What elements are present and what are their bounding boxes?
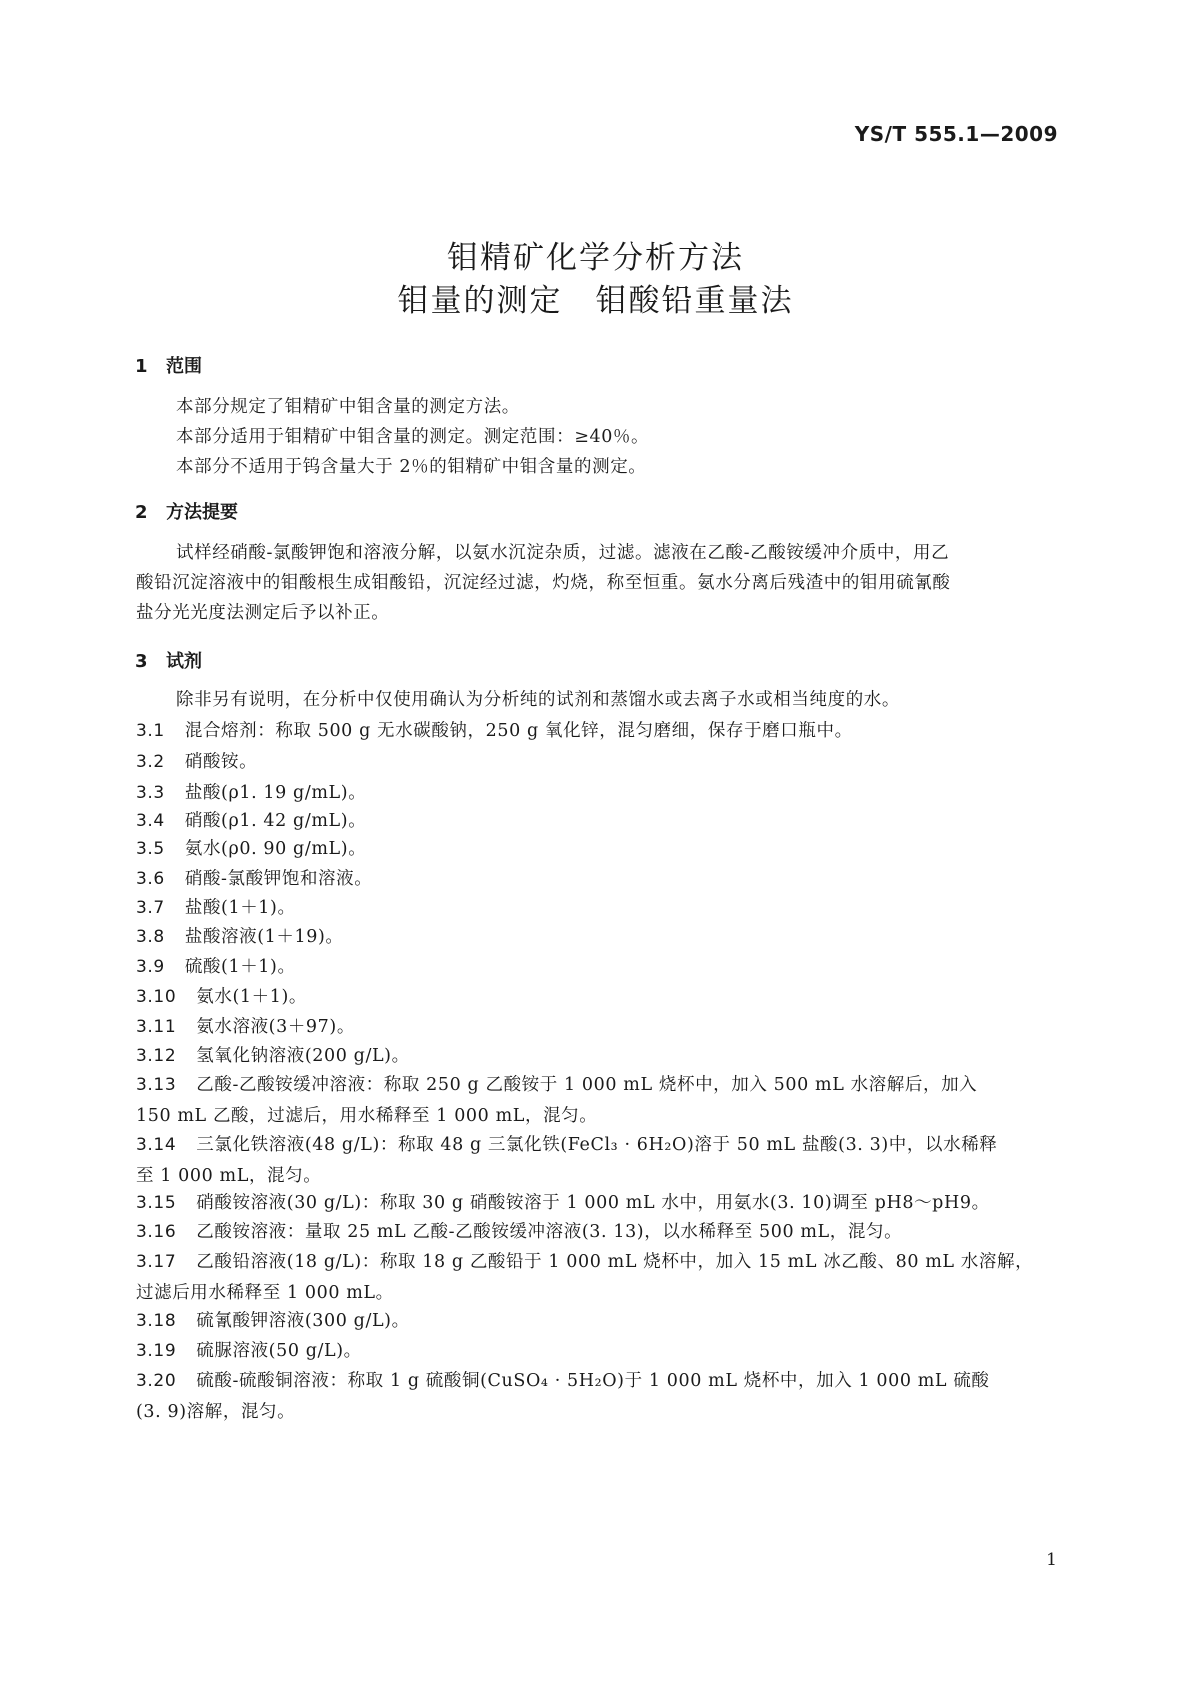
item-text: 硝酸铵。 xyxy=(184,752,258,772)
item-text: 硫酸(1＋1)。 xyxy=(184,957,296,977)
item-number: 3.18 xyxy=(136,1311,177,1331)
section-title: 范围 xyxy=(166,356,202,377)
reagent-item xyxy=(136,1306,1056,1337)
page-number: 1 xyxy=(1046,1550,1057,1570)
item-text: 硝酸铵溶液(30 g/L)：称取 30 g 硝酸铵溶于 1 000 mL 水中，用氨水(3. 10)调至 pH8～pH9。 xyxy=(196,1193,990,1213)
section-number: 1 xyxy=(135,356,148,377)
item-text-continued: 过滤后用水稀释至 1 000 mL。 xyxy=(136,1283,394,1303)
item-text: 氢氧化钠溶液(200 g/L)。 xyxy=(196,1046,410,1066)
item-number: 3.6 xyxy=(136,869,165,889)
item-number: 3.1 xyxy=(136,721,165,741)
reagent-item xyxy=(136,864,1056,895)
item-number: 3.10 xyxy=(136,987,177,1007)
item-text: 盐酸溶液(1＋19)。 xyxy=(184,927,344,947)
item-number: 3.20 xyxy=(136,1371,177,1391)
item-text: 氨水溶液(3＋97)。 xyxy=(196,1017,355,1037)
section-title: 试剂 xyxy=(166,651,202,672)
item-number: 3.12 xyxy=(136,1046,177,1066)
scope-paragraph-1: 本部分规定了钼精矿中钼含量的测定方法。 xyxy=(176,397,520,417)
item-number: 3.16 xyxy=(136,1222,177,1242)
item-number: 3.13 xyxy=(136,1075,177,1095)
text-line: 酸铅沉淀溶液中的钼酸根生成钼酸铅，沉淀经过滤，灼烧，称至恒重。氨水分离后残渣中的钼用硫氰酸 xyxy=(136,573,951,593)
reagent-item xyxy=(136,1041,1056,1072)
item-number: 3.5 xyxy=(136,839,165,859)
document-title-line-1: 钼精矿化学分析方法 xyxy=(447,240,744,276)
item-number: 3.17 xyxy=(136,1252,177,1272)
method-summary-paragraph xyxy=(136,538,1056,628)
reagent-item xyxy=(136,982,1056,1013)
item-text: 乙酸铅溶液(18 g/L)：称取 18 g 乙酸铅于 1 000 mL 烧杯中，加入 15 mL 冰乙酸、80 mL 水溶解， xyxy=(196,1252,1034,1272)
reagent-item xyxy=(136,1188,1056,1219)
item-text-continued: (3. 9)溶解，混匀。 xyxy=(136,1402,296,1422)
text-line: 盐分光光度法测定后予以补正。 xyxy=(136,603,390,623)
document-title-line-2: 钼量的测定 钼酸铅重量法 xyxy=(397,283,794,319)
item-text: 硝酸-氯酸钾饱和溶液。 xyxy=(184,869,373,889)
item-text: 硫氰酸钾溶液(300 g/L)。 xyxy=(196,1311,410,1331)
item-text: 盐酸(1＋1)。 xyxy=(184,898,296,918)
reagent-item xyxy=(136,747,1056,778)
item-text: 硫脲溶液(50 g/L)。 xyxy=(196,1341,362,1361)
section-title: 方法提要 xyxy=(166,502,238,523)
item-number: 3.7 xyxy=(136,898,165,918)
reagent-item xyxy=(136,1247,1056,1309)
reagent-item xyxy=(136,778,1056,809)
reagent-item xyxy=(136,922,1056,953)
item-number: 3.9 xyxy=(136,957,165,977)
scope-paragraph-3: 本部分不适用于钨含量大于 2％的钼精矿中钼含量的测定。 xyxy=(176,457,647,477)
reagent-item xyxy=(136,716,1056,747)
item-text: 盐酸(ρ1. 19 g/mL)。 xyxy=(184,783,367,803)
reagents-intro: 除非另有说明，在分析中仅使用确认为分析纯的试剂和蒸馏水或去离子水或相当纯度的水。 xyxy=(176,690,900,710)
reagent-item xyxy=(136,1366,1056,1428)
item-text-continued: 至 1 000 mL，混匀。 xyxy=(136,1166,322,1186)
section-heading-method-summary xyxy=(135,498,238,524)
item-number: 3.15 xyxy=(136,1193,177,1213)
reagent-item xyxy=(136,1070,1056,1132)
item-text: 氨水(1＋1)。 xyxy=(196,987,307,1007)
reagent-item xyxy=(136,806,1056,837)
item-number: 3.3 xyxy=(136,783,165,803)
item-number: 3.19 xyxy=(136,1341,177,1361)
item-number: 3.8 xyxy=(136,927,165,947)
reagent-item xyxy=(136,1012,1056,1043)
item-text: 乙酸-乙酸铵缓冲溶液：称取 250 g 乙酸铵于 1 000 mL 烧杯中，加入 500 mL 水溶解后，加入 xyxy=(196,1075,978,1095)
reagent-item xyxy=(136,1217,1056,1248)
reagent-item xyxy=(136,1130,1056,1192)
standard-number: YS/T 555.1—2009 xyxy=(854,122,1058,146)
item-number: 3.14 xyxy=(136,1135,177,1155)
section-number: 3 xyxy=(135,651,148,672)
reagent-item xyxy=(136,893,1056,924)
reagent-item xyxy=(136,952,1056,983)
item-text-continued: 150 mL 乙酸，过滤后，用水稀释至 1 000 mL，混匀。 xyxy=(136,1106,598,1126)
item-text: 乙酸铵溶液：量取 25 mL 乙酸-乙酸铵缓冲溶液(3. 13)，以水稀释至 500 mL，混匀。 xyxy=(196,1222,903,1242)
item-text: 硫酸-硫酸铜溶液：称取 1 g 硫酸铜(CuSO₄ · 5H₂O)于 1 000 mL 烧杯中，加入 1 000 mL 硫酸 xyxy=(196,1371,990,1391)
item-text: 氨水(ρ0. 90 g/mL)。 xyxy=(184,839,367,859)
item-text: 三氯化铁溶液(48 g/L)：称取 48 g 三氯化铁(FeCl₃ · 6H₂O)溶于 50 mL 盐酸(3. 3)中，以水稀释 xyxy=(196,1135,998,1155)
reagent-item xyxy=(136,834,1056,865)
section-heading-scope xyxy=(135,352,202,378)
item-number: 3.2 xyxy=(136,752,165,772)
reagent-item xyxy=(136,1336,1056,1367)
item-text: 混合熔剂：称取 500 g 无水碳酸钠，250 g 氧化锌，混匀磨细，保存于磨口瓶中。 xyxy=(184,721,853,741)
item-number: 3.4 xyxy=(136,811,165,831)
section-number: 2 xyxy=(135,502,148,523)
section-heading-reagents xyxy=(135,647,202,673)
item-text: 硝酸(ρ1. 42 g/mL)。 xyxy=(184,811,367,831)
item-number: 3.11 xyxy=(136,1017,177,1037)
scope-paragraph-2: 本部分适用于钼精矿中钼含量的测定。测定范围：≥40％。 xyxy=(176,427,650,447)
text-line: 试样经硝酸-氯酸钾饱和溶液分解，以氨水沉淀杂质，过滤。滤液在乙酸-乙酸铵缓冲介质中，用乙 xyxy=(176,543,950,563)
